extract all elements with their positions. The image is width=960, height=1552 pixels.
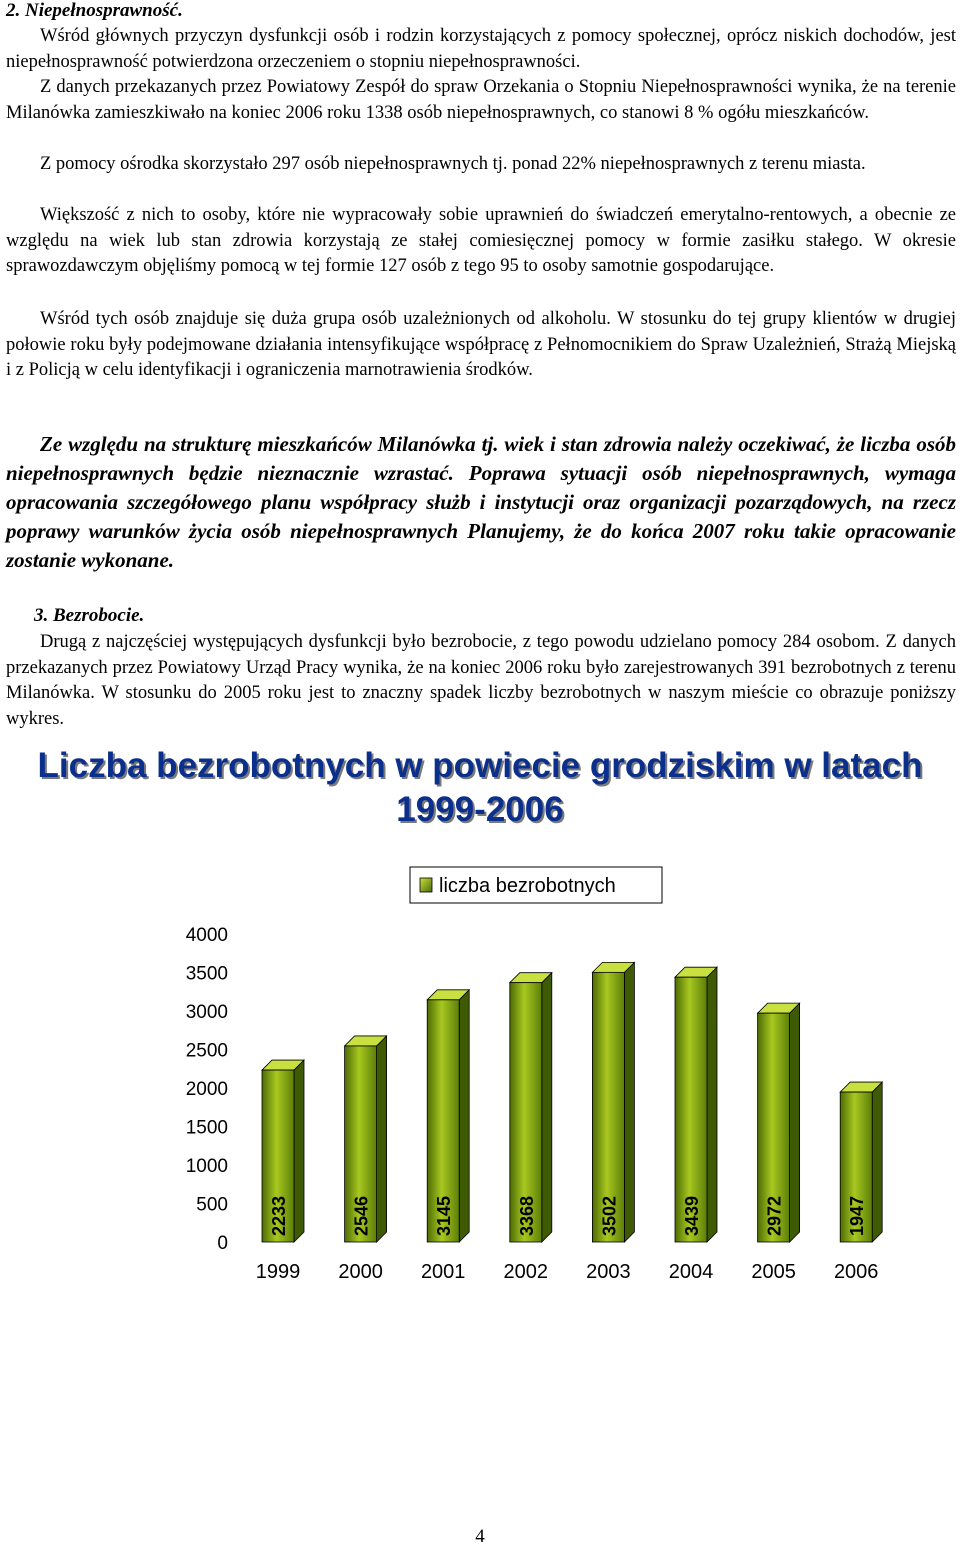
x-tick-label: 2005: [751, 1261, 796, 1283]
y-tick-label: 0: [217, 1233, 228, 1254]
bar-value-label: 3368: [516, 1195, 537, 1236]
bar-2006: [840, 1082, 882, 1242]
bar-side: [624, 962, 634, 1242]
bar-2000: [345, 1036, 387, 1242]
page-number: 4: [475, 1526, 485, 1547]
x-tick-label: 1999: [255, 1261, 301, 1283]
section-heading-unemployment: 3. Bezrobocie.: [34, 605, 145, 626]
bar-side: [294, 1060, 304, 1242]
bar-2001: [427, 990, 469, 1242]
y-tick-label: 3000: [185, 1002, 228, 1023]
x-axis: [256, 1261, 879, 1283]
x-tick-label: 2006: [833, 1261, 879, 1283]
y-tick-label: 4000: [185, 925, 228, 946]
bar-side: [872, 1082, 882, 1242]
bar-value-label: 2233: [269, 1195, 289, 1236]
y-tick-label: 500: [196, 1194, 228, 1216]
unemployment-bar-chart: [0, 850, 960, 1310]
bar-value-label: 3502: [599, 1195, 620, 1236]
bar-2002: [510, 973, 552, 1242]
bar-value-label: 2546: [351, 1195, 372, 1236]
paragraph-disability-alcohol: Wśród tych osób znajduje się duża grupa osób uzależnionych od alkoholu. W stosunku do tej grupy klientów w drugiej połowie roku były podejmowane działania intensyfikujące współpracę z Pełnomocnikiem do Spraw Uzależnień, Strażą Miejską i z Policją w celu identyfikacji i ograniczenia marnotrawienia środków.: [6, 309, 956, 380]
chart-legend: [410, 867, 662, 903]
x-tick-label: 2002: [503, 1261, 549, 1283]
x-tick-label: 2000: [338, 1261, 383, 1283]
bars: [262, 962, 882, 1242]
paragraph-disability-stats: Z danych przekazanych przez Powiatowy Zespół do spraw Orzekania o Stopniu Niepełnosprawności wynika, że na terenie Milanówka zamieszkiwało na koniec 2006 roku 1338 osób niepełnosprawnych, co stanowi 8 % ogółu mieszkańców.: [6, 77, 956, 123]
bar-side: [542, 973, 552, 1242]
paragraph-disability-intro: Wśród głównych przyczyn dysfunkcji osób i rodzin korzystających z pomocy społecznej, oprócz niskich dochodów, jest niepełnosprawność potwierdzona orzeczeniem o stopniu niepełnosprawności.: [6, 26, 956, 72]
x-tick-label: 2003: [586, 1261, 631, 1283]
bar-side: [707, 967, 717, 1242]
y-axis: [186, 925, 228, 1254]
paragraph-disability-conclusion: Ze względu na strukturę mieszkańców Milanówka tj. wiek i stan zdrowia należy oczekiwać, że liczba osób niepełnosprawnych będzie nieznacznie wzrastać. Poprawa sytuacji osób niepełnosprawnych, wymaga opracowania szczegółowego planu współpracy służb i instytucji oraz organizacji pozarządowych, na rzecz poprawy warunków życia osób niepełnosprawnych Planujemy, że do końca 2007 roku takie opracowanie zostanie wykonane.: [6, 432, 956, 572]
bar-2004: [675, 967, 717, 1242]
bar-2005: [758, 1003, 800, 1242]
paragraph-disability-help: Z pomocy ośrodka skorzystało 297 osób niepełnosprawnych tj. ponad 22% niepełnosprawnych z terenu miasta.: [40, 154, 866, 174]
bar-side: [790, 1003, 800, 1242]
bar-side: [459, 990, 469, 1242]
bar-2003: [592, 962, 634, 1242]
x-tick-label: 2001: [420, 1261, 466, 1283]
paragraph-disability-benefits: Większość z nich to osoby, które nie wypracowały sobie uprawnień do świadczeń emerytalno-rentowych, a obecnie ze względu na wiek lub stan zdrowia korzystają ze stałej comiesięcznej pomocy w formie zasiłku stałego. W okresie sprawozdawczym objęliśmy pomocą w tej formie 127 osób z tego 95 to osoby samotnie gospodarujące.: [6, 205, 956, 276]
bar-value-label: 2972: [764, 1195, 785, 1236]
paragraph-unemployment: Drugą z najczęściej występujących dysfunkcji było bezrobocie, z tego powodu udzielano pomocy 284 osobom. Z danych przekazanych przez Powiatowy Urząd Pracy wynika, że na koniec 2006 roku było zarejestrowanych 391 bezrobotnych z terenu Milanówka. W stosunku do 2005 roku jest to znaczny spadek liczby bezrobotnych w naszym mieście co obrazuje poniższy wykres.: [6, 632, 956, 729]
y-tick-label: 2000: [185, 1079, 228, 1100]
chart-title: Liczba bezrobotnych w powiecie grodziskim w latach 1999-2006: [37, 746, 923, 829]
x-tick-label: 2004: [668, 1261, 714, 1283]
legend-swatch: [420, 878, 432, 892]
y-tick-label: 3500: [185, 963, 228, 985]
y-tick-label: 2500: [185, 1040, 228, 1062]
y-tick-label: 1000: [185, 1156, 228, 1177]
y-tick-label: 1500: [185, 1117, 228, 1139]
legend-label: liczba bezrobotnych: [439, 875, 616, 897]
section-heading-disability: 2. Niepełnosprawność.: [6, 0, 183, 21]
bar-side: [377, 1036, 387, 1242]
bar-1999: [262, 1060, 304, 1242]
bar-value-label: 3439: [682, 1195, 702, 1236]
bar-value-label: 3145: [434, 1195, 455, 1236]
bar-value-label: 1947: [847, 1195, 868, 1236]
